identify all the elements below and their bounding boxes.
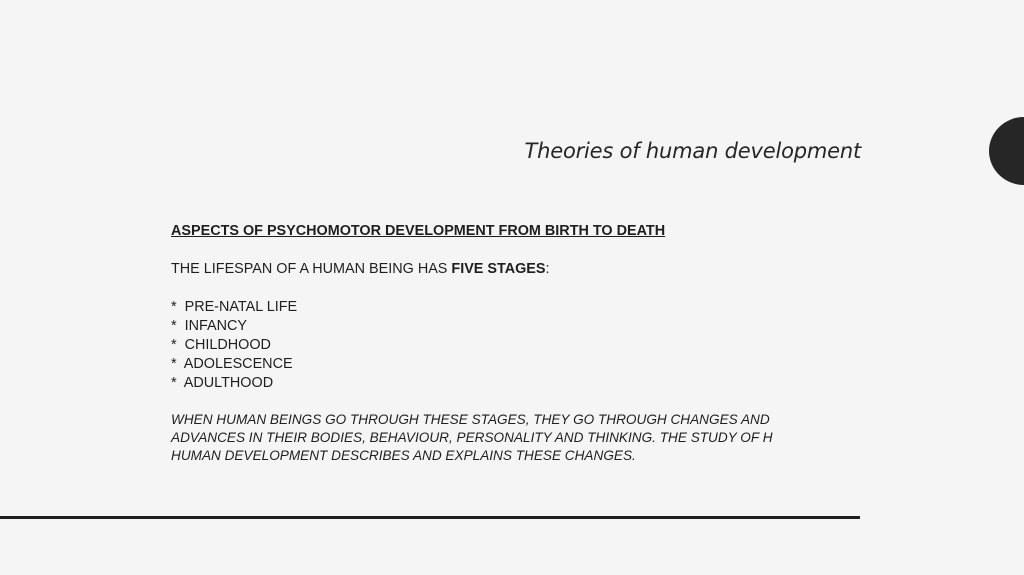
- intro-sentence: [171, 260, 811, 279]
- slide-title: Theories of human development: [524, 139, 861, 163]
- stage-item-adulthood: * ADULTHOOD: [171, 375, 274, 391]
- stage-item-adolescence: * ADOLESCENCE: [171, 356, 293, 372]
- stage-item-prenatal: * PRE-NATAL LIFE: [171, 299, 298, 315]
- intro-bold-text: FIVE STAGES: [451, 261, 546, 277]
- decorative-half-circle: [989, 117, 1024, 185]
- intro-suffix: :: [545, 261, 550, 277]
- closing-line: HUMAN DEVELOPMENT DESCRIBES AND EXPLAINS THESE CHANGES.: [171, 448, 636, 463]
- stages-list: [171, 298, 811, 393]
- closing-paragraph: [171, 411, 811, 465]
- section-heading: ASPECTS OF PSYCHOMOTOR DEVELOPMENT FROM BIRTH TO DEATH: [171, 223, 666, 239]
- stage-item-childhood: * CHILDHOOD: [171, 337, 271, 353]
- slide-body: [171, 222, 811, 465]
- bottom-divider-line: [0, 516, 860, 519]
- stage-item-infancy: * INFANCY: [171, 318, 247, 334]
- closing-line: ADVANCES IN THEIR BODIES, BEHAVIOUR, PERSONALITY AND THINKING. THE STUDY OF H: [171, 430, 773, 445]
- intro-prefix: THE LIFESPAN OF A HUMAN BEING HAS: [171, 261, 452, 277]
- closing-line: WHEN HUMAN BEINGS GO THROUGH THESE STAGES, THEY GO THROUGH CHANGES AND: [171, 412, 770, 427]
